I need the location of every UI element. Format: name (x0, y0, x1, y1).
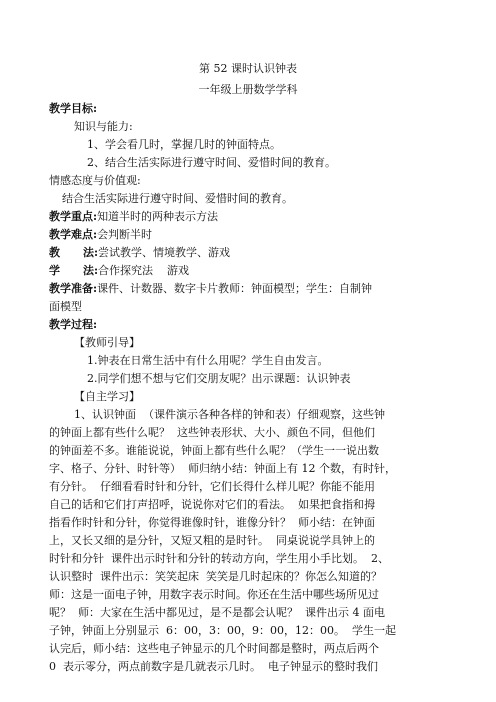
body-line: 师：这是一面电子钟，用数字表示时间。你还在生活中哪些场所见过 (49, 588, 379, 601)
body-line: 认识整时 课件出示：笑笑起床 笑笑是几时起床的？你怎么知道的？ (49, 570, 382, 583)
body-line: 子钟，钟面上分别显示 6：00，3：00，9：00，12：00。 学生一起 (49, 624, 396, 637)
self-study-label: 【自主学习】 (74, 390, 140, 403)
preparation-line-2: 面模型 (49, 300, 82, 313)
guide-label: 【教师引导】 (74, 336, 140, 349)
body-line: 时针和分针 课件出示时针和分针的转动方向，学生用小手比划。 2、 (49, 552, 389, 565)
body-line: 的钟面上都有些什么呢？ 这些钟表形状、大小、颜色不同，但他们 (49, 426, 375, 439)
learn-method-row (49, 263, 189, 279)
key-point-label: 教学重点: (49, 210, 98, 223)
emotion-label: 情感态度与价值观: (49, 174, 141, 187)
objectives-heading: 教学目标: (49, 102, 98, 115)
teach-method-label: 教 法: (49, 246, 99, 259)
emotion-text: 结合生活实际进行遵守时间、爱惜时间的教育。 (62, 192, 293, 205)
teach-method-text: 尝试教学、情境教学、游戏 (98, 246, 231, 259)
difficulty-label: 教学难点: (49, 228, 98, 241)
body-line: 上，又长又细的是分针，又短又粗的是时针。 同桌说说学具钟上的 (49, 534, 375, 547)
body-line: 0 表示零分，两点前数字是几就表示几时。 电子钟显示的整时我们 (49, 660, 378, 673)
objective-item-2: 2、结合生活实际进行遵守时间、爱惜时间的教育。 (87, 156, 336, 169)
learn-method-label: 学 法: (49, 264, 99, 277)
guide-item-2: 2.同学们想不想与它们交朋友呢？出示课题：认识钟表 (87, 372, 351, 385)
key-point-row (49, 209, 218, 225)
body-line: 字、格子、分针、时针等） 师归纳小结：钟面上有 12 个数，有时针， (49, 462, 396, 475)
learn-method-text: 合作探究法 游戏 (98, 264, 190, 277)
body-line: 有分针。 仔细看看时针和分针，它们长得什么样儿呢？你能不能用 (49, 480, 375, 493)
body-line: 1、认识钟面 （课件演示各种各样的钟和表）仔细观察，这些钟 (74, 408, 385, 421)
teach-method-row (49, 245, 230, 261)
body-line: 呢？ 师：大家在生活中都见过，是不是都会认呢？ 课件出示 4 面电 (49, 606, 385, 619)
body-line: 的钟面差不多。谁能说说，钟面上都有些什么呢？（学生一一说出数 (49, 444, 379, 457)
lesson-subtitle: 一年级上册数学学科 (198, 83, 298, 96)
difficulty-row (49, 227, 152, 243)
preparation-label: 教学准备: (49, 282, 98, 295)
process-heading: 教学过程: (49, 318, 98, 331)
guide-item-1: 1.钟表在日常生活中有什么用呢？学生自由发言。 (87, 354, 329, 367)
preparation-line-1: 课件、计数器、数字卡片教师：钟面模型；学生：自制钟 (97, 282, 373, 295)
objective-item-1: 1、学会看几时，掌握几时的钟面特点。 (87, 138, 281, 151)
knowledge-label: 知识与能力: (74, 120, 133, 133)
lesson-title: 第 52 课时认识钟表 (199, 62, 297, 75)
body-line: 自己的话和它们打声招呼，说说你对它们的看法。 如果把食指和拇 (49, 498, 375, 511)
key-point-text: 知道半时的两种表示方法 (97, 210, 219, 223)
difficulty-text: 会判断半时 (97, 228, 153, 241)
body-line: 指看作时针和分针，你觉得谁像时针，谁像分针？ 师小结：在钟面 (49, 516, 375, 529)
body-line: 认完后，师小结：这些电子钟显示的几个时间都是整时，两点后两个 (49, 642, 379, 655)
preparation-row (49, 281, 372, 297)
